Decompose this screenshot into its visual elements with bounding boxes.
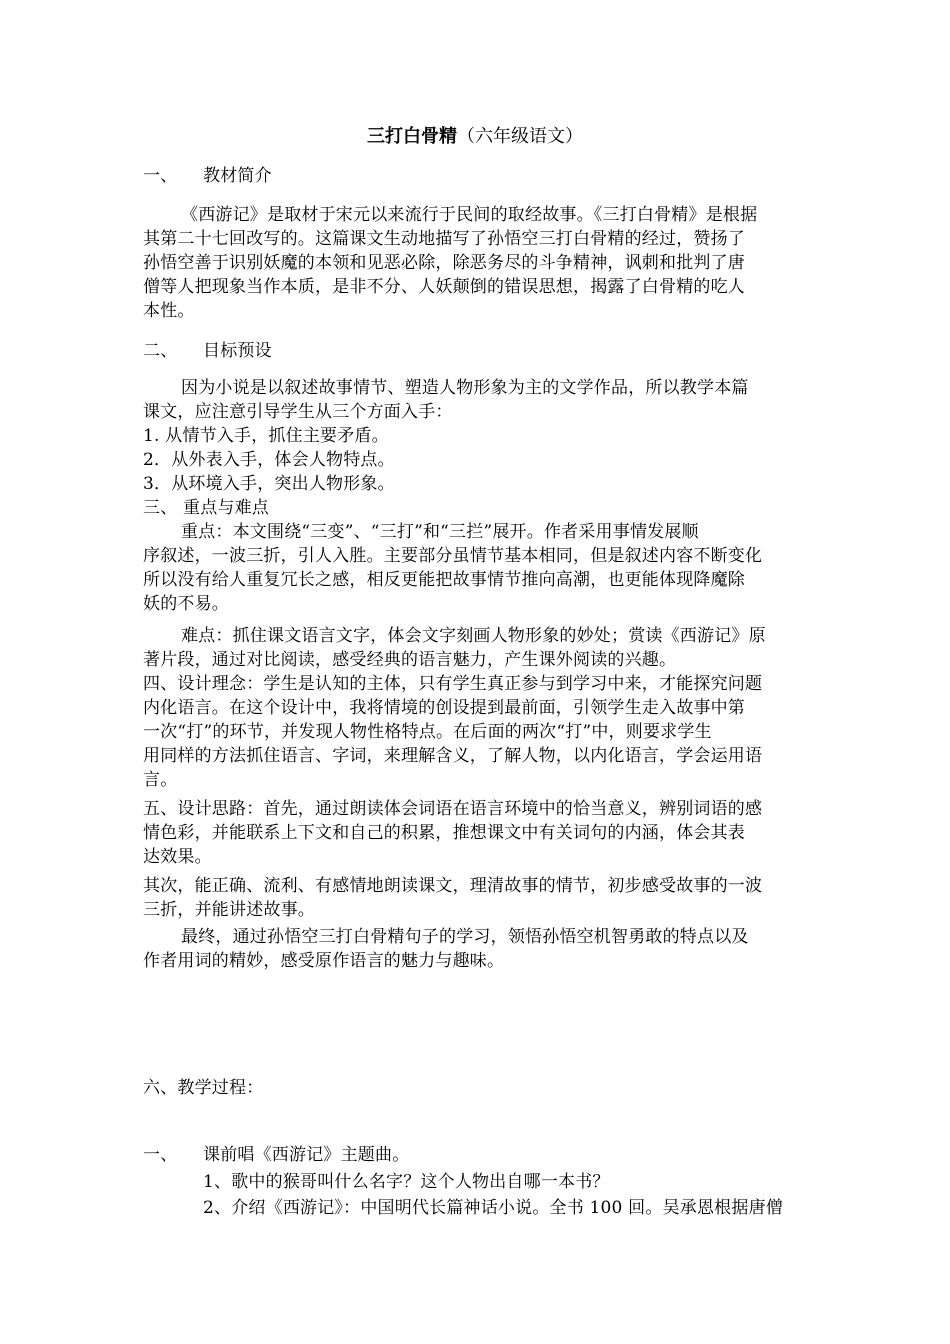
step-heading: [143, 1143, 409, 1167]
paragraph-line: 作者用词的精妙，感受原作语言的魅力与趣味。: [143, 951, 505, 971]
step-title: 课前唱《西游记》主题曲。: [203, 1145, 410, 1165]
paragraph-line: 本性。: [143, 301, 195, 321]
list-item: 2．从外表入手，体会人物特点。: [143, 450, 395, 470]
sub-item: 1、歌中的猴哥叫什么名字？这个人物出自哪一本书？: [203, 1172, 610, 1192]
section2-heading: [143, 339, 272, 363]
paragraph-line: 内化语言。在这个设计中，我将情境的创设提到最前面，引领学生走入故事中第: [143, 698, 745, 718]
paragraph-line: 四、设计理念：学生是认知的主体，只有学生真正参与到学习中来，才能探究问题: [143, 674, 763, 694]
paragraph-line: 妖的不易。: [143, 594, 229, 614]
section2-title: 目标预设: [203, 341, 272, 361]
title-main: 三打白骨精: [367, 126, 457, 147]
paragraph-line: 情色彩，并能联系上下文和自己的积累，推想课文中有关词句的内涵，体会其表: [143, 823, 745, 843]
section6-heading: 六、教学过程：: [143, 1078, 264, 1098]
paragraph-line: 言。: [143, 770, 178, 790]
document-title: [0, 124, 950, 150]
section1-title: 教材简介: [203, 166, 272, 186]
paragraph-line: 三折，并能讲述故事。: [143, 900, 315, 920]
paragraph-line: 重点：本文围绕“三变”、“三打”和“三拦”展开。作者采用事情发展顺: [181, 522, 699, 542]
paragraph-line: 孙悟空善于识别妖魔的本领和见恶必除，除恶务尽的斗争精神，讽刺和批判了唐: [143, 253, 745, 273]
paragraph-line: 一次“打”的环节，并发现人物性格特点。在后面的两次“打”中，则要求学生: [143, 722, 712, 742]
paragraph-line: 所以没有给人重复冗长之感，相反更能把故事情节推向高潮，也更能体现降魔除: [143, 570, 745, 590]
paragraph-line: 著片段，通过对比阅读，感受经典的语言魅力，产生课外阅读的兴趣。: [143, 650, 677, 670]
section1-number: 一、: [143, 166, 178, 186]
paragraph-line: 难点：抓住课文语言文字，体会文字刻画人物形象的妙处；赏读《西游记》原: [181, 626, 766, 646]
step-number: 一、: [143, 1145, 178, 1165]
paragraph-line: 用同样的方法抓住语言、字词，来理解含义，了解人物，以内化语言，学会运用语: [143, 746, 763, 766]
title-sub: （六年级语文）: [457, 126, 583, 147]
paragraph-line: 其次，能正确、流利、有感情地朗读课文，理清故事的情节，初步感受故事的一波: [143, 876, 763, 896]
paragraph-line: 达效果。: [143, 847, 212, 867]
section3-heading: 三、 重点与难点: [143, 498, 270, 518]
list-item: 3．从环境入手，突出人物形象。: [143, 474, 395, 494]
section1-heading: [143, 164, 272, 188]
paragraph-line: 因为小说是以叙述故事情节、塑造人物形象为主的文学作品，所以教学本篇: [181, 378, 749, 398]
paragraph-line: 课文，应注意引导学生从三个方面入手：: [143, 402, 453, 422]
paragraph-line: 其第二十七回改写的。这篇课文生动地描写了孙悟空三打白骨精的经过，赞扬了: [143, 229, 745, 249]
paragraph-line: 最终，通过孙悟空三打白骨精句子的学习，领悟孙悟空机智勇敢的特点以及: [181, 927, 749, 947]
paragraph-line: 五、设计思路：首先，通过朗读体会词语在语言环境中的恰当意义，辨别词语的感: [143, 799, 763, 819]
section2-number: 二、: [143, 341, 178, 361]
paragraph-line: 序叙述，一波三折，引人入胜。主要部分虽情节基本相同，但是叙述内容不断变化: [143, 546, 763, 566]
paragraph-line: 《西游记》是取材于宋元以来流行于民间的取经故事。《三打白骨精》是根据: [181, 205, 758, 225]
list-item: 1. 从情节入手，抓住主要矛盾。: [143, 426, 389, 446]
paragraph-line: 僧等人把现象当作本质，是非不分、人妖颠倒的错误思想，揭露了白骨精的吃人: [143, 277, 745, 297]
sub-item: 2、介绍《西游记》：中国明代长篇神话小说。全书 100 回。吴承恩根据唐僧: [203, 1198, 783, 1218]
